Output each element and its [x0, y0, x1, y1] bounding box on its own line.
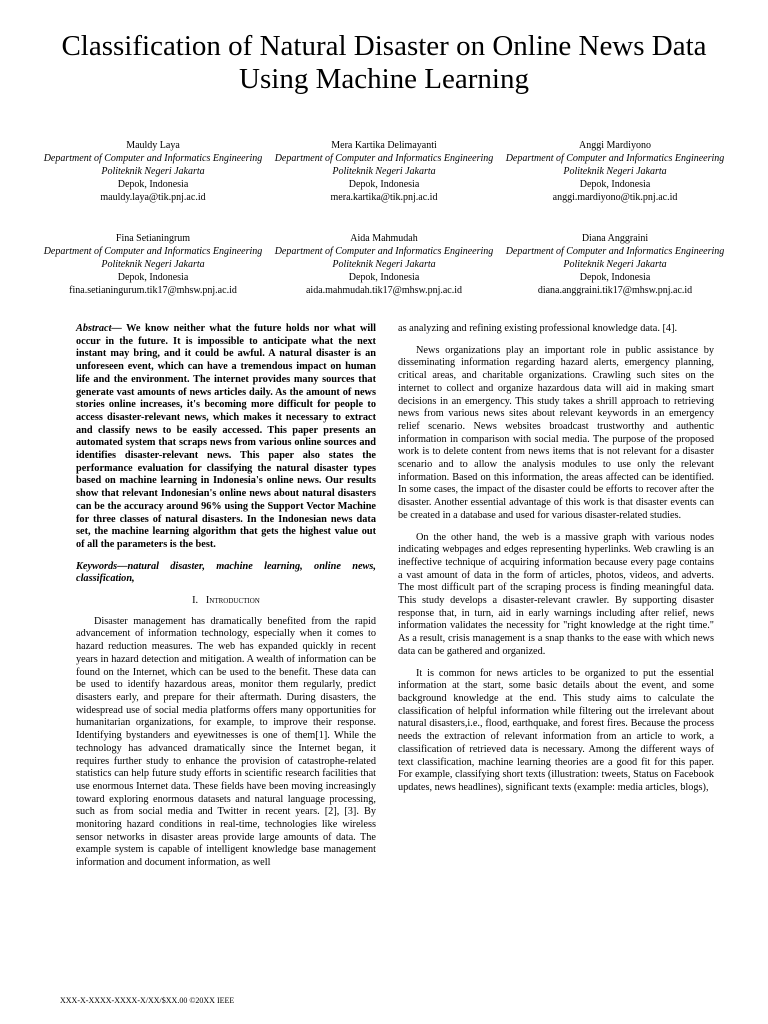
- body-paragraph: On the other hand, the web is a massive graph with various nodes indicating webpages and edges representing hyperlinks. Web crawling is an ineffective technique of acquiring information because every page contains a vast amount of data in the form of articles, photos, videos, and adverts. The most difficult part of the scraping process is finding meaningful data. This study develops a disaster-relevant crawler. By supporting disaster response that, in turn, aid in early warnings including after relief, news information validates the necessity for "right knowledge at the right time." As a result, crisis management is a snap thanks to the ease with which news data can be gathered and organized.: [398, 531, 714, 657]
- author-institution: Politeknik Negeri Jakarta: [563, 259, 667, 270]
- author-department: Department of Computer and Informatics Engineering: [274, 246, 494, 257]
- body-paragraph: It is common for news articles to be organized to put the essential information at the start, some basic details about the event, and some background knowledge at the end. This study aims to calculate the classification of helpful information while filtering out the irrelevant about natural disasters,i.e., flood, earthquake, and forest fires. Because the process needs the extraction of relevant information from an article to work, a classification of retrieved data is necessary. Among the different ways of text classification, machine learning theories are a good fit for this paper. For example, classifying short texts (illustration: tweets, Status on Facebook updates, news headlines), significant texts (example: media articles, blogs),: [398, 667, 714, 793]
- author-name: Mera Kartika Delimayanti: [331, 140, 437, 151]
- author-department: Department of Computer and Informatics Engineering: [505, 153, 725, 164]
- abstract-text: We know neither what the future holds nor what will occur in the future. It is impossible to anticipate what the next instant may bring, and it could be awful. A natural disaster is an unforeseen event, which can have a tremendous impact on human life and the environment. The internet provides many sources that generate vast amounts of news articles daily. As the amount of news stories online increases, it's becoming more difficult for people to access disaster-relevant news, which makes it necessary to extract and classify news to be easily accessed. This paper presents an automated system that scraps news from various online sources and identifies disaster-relevant news. This paper also states the performance evaluation for classifying the natural disaster types based on machine learning in Indonesia's online news. Our results show that relevant Indonesian's online news about natural disasters can be the accuracy around 96% using the Support Vector Machine for three classes of natural disasters. In the Indonesian news data set, the machine learning algorithm that gets the highest value out of all the parameters is the best.: [76, 323, 376, 550]
- author-row-1: [40, 139, 728, 204]
- author-block: [271, 139, 497, 204]
- right-column: [398, 323, 714, 795]
- intro-paragraph: Disaster management has dramatically benefited from the rapid advancement of information technology, especially when it comes to hazard reduction measures. The web has expanded quickly in recent years in hazard detection and mitigation. A wealth of information can be found on the Internet, which can be used to the benefit. These data can be used to identify hazardous areas, monitor them regularly, predict disasters early, and prepare for their aftermath. During disasters, the widespread use of social media platforms offers many opportunities for humanitarian organizations, for example, to improve their response. Identifying bystanders and eyewitnesses is one of them[1]. While the technology has advanced dramatically since the Internet began, it requires further study to enhance the provision of catastrophe-related statistics can help future study efforts in scientific research facilities that use enormous Internet data. These fields have been moving increasingly toward exploring enormous datasets and natural language processing, such as from social media and Twitter in recent years. [2], [3]. By monitoring hazard conditions in real-time, technologies like wireless sensor networks in disaster areas provide large amounts of data. The example system is capable of intelligent knowledge base management information and document information, as well: [76, 615, 376, 869]
- abstract-label: Abstract—: [76, 323, 122, 334]
- paragraph-continuation: as analyzing and refining existing professional knowledge data. [4].: [398, 323, 678, 334]
- abstract: [76, 323, 376, 552]
- author-city: Depok, Indonesia: [348, 179, 420, 190]
- author-institution: Politeknik Negeri Jakarta: [101, 166, 205, 177]
- author-institution: Politeknik Negeri Jakarta: [332, 166, 436, 177]
- author-name: Aida Mahmudah: [350, 233, 418, 244]
- author-name: Diana Anggraini: [581, 233, 649, 244]
- body-paragraph: News organizations play an important role in public assistance by disseminating information regarding hazard alerts, emergency planning, critical areas, and charitable organizations. Crawling such sites on the internet to collect and organize hazardous data will aid in making smart decisions in an emergency. This study takes a shrill approach to retrieving news from various news sites about relevant keywords in an emergency relief scenario. News websites broadcast trustworthy and authentic information in comparison with social media. The purpose of the proposed work is to delete content from news items that is not relevant for a disaster scenario and to allow the analysis modules to use only the relevant information. Based on this information, the areas affected can be identified. In some cases, the impact of the disaster could be efforts to recover after the disaster. Another essential advantage of this work is that disaster events can be created in a database and used for various disaster-related studies.: [398, 344, 714, 521]
- author-email: diana.anggraini.tik17@mhsw.pnj.ac.id: [537, 285, 693, 296]
- author-email: anggi.mardiyono@tik.pnj.ac.id: [552, 192, 678, 203]
- author-email: mera.kartika@tik.pnj.ac.id: [330, 192, 438, 203]
- author-email: fina.setianingurum.tik17@mhsw.pnj.ac.id: [69, 285, 237, 296]
- author-department: Department of Computer and Informatics Engineering: [43, 246, 263, 257]
- author-name: Fina Setianingrum: [115, 233, 191, 244]
- author-email: aida.mahmudah.tik17@mhsw.pnj.ac.id: [305, 285, 463, 296]
- author-city: Depok, Indonesia: [579, 272, 651, 283]
- author-block: [502, 139, 728, 204]
- author-name: Mauldy Laya: [126, 140, 180, 151]
- section-title: Introduction: [205, 595, 260, 607]
- author-row-2: [40, 232, 728, 297]
- author-institution: Politeknik Negeri Jakarta: [563, 166, 667, 177]
- author-city: Depok, Indonesia: [579, 179, 651, 190]
- paper-title: Classification of Natural Disaster on Online News Data Using Machine Learning: [61, 30, 707, 95]
- section-heading: [76, 595, 376, 608]
- section-number: I.: [192, 595, 199, 607]
- author-block: [502, 232, 728, 297]
- author-department: Department of Computer and Informatics Engineering: [274, 153, 494, 164]
- author-block: [271, 232, 497, 297]
- author-name: Anggi Mardiyono: [579, 140, 651, 151]
- author-city: Depok, Indonesia: [117, 272, 189, 283]
- author-block: [40, 232, 266, 297]
- left-column: [76, 323, 376, 870]
- author-block: [40, 139, 266, 204]
- author-institution: Politeknik Negeri Jakarta: [101, 259, 205, 270]
- author-email: mauldy.laya@tik.pnj.ac.id: [100, 192, 206, 203]
- keywords: Keywords—natural disaster, machine learning, online news, classification,: [76, 560, 376, 585]
- copyright-footer: XXX-X-XXXX-XXXX-X/XX/$XX.00 ©20XX IEEE: [60, 996, 235, 1005]
- author-city: Depok, Indonesia: [117, 179, 189, 190]
- author-department: Department of Computer and Informatics Engineering: [43, 153, 263, 164]
- author-department: Department of Computer and Informatics Engineering: [505, 246, 725, 257]
- author-city: Depok, Indonesia: [348, 272, 420, 283]
- author-institution: Politeknik Negeri Jakarta: [332, 259, 436, 270]
